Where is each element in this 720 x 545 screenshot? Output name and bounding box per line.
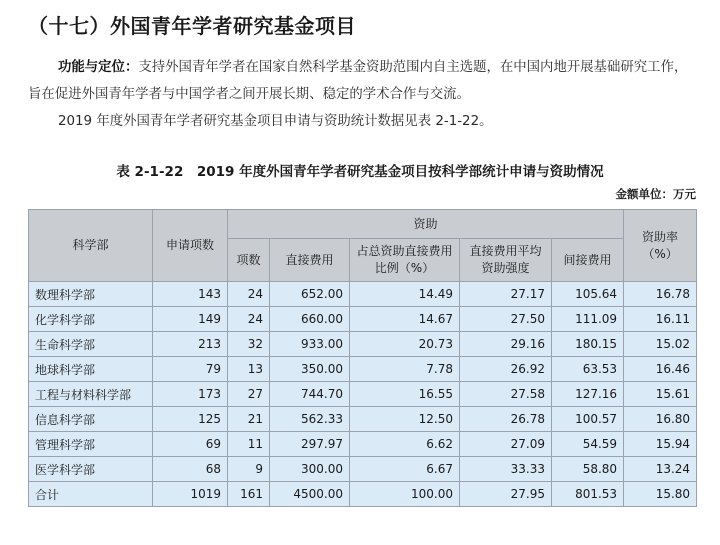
- cell-direct-cost: 350.00: [270, 357, 350, 382]
- table-row: [29, 432, 697, 457]
- cell-ratio: 20.73: [350, 332, 460, 357]
- table-row: [29, 282, 697, 307]
- cell-count: 24: [228, 282, 270, 307]
- statistics-table: [28, 209, 697, 507]
- table-row: [29, 357, 697, 382]
- cell-indirect-cost: 127.16: [552, 382, 624, 407]
- cell-funding-rate: 16.46: [624, 357, 697, 382]
- header-funding-rate: 资助率（%）: [624, 210, 697, 282]
- cell-count: 24: [228, 307, 270, 332]
- header-ratio: 占总资助直接费用比例（%）: [350, 239, 460, 282]
- cell-count: 32: [228, 332, 270, 357]
- cell-applications: 125: [153, 407, 228, 432]
- cell-count: 27: [228, 382, 270, 407]
- cell-direct-cost: 933.00: [270, 332, 350, 357]
- amount-unit-label: 金额单位：万元: [615, 187, 696, 201]
- cell-applications: 173: [153, 382, 228, 407]
- cell-applications: 149: [153, 307, 228, 332]
- cell-ratio: 6.67: [350, 457, 460, 482]
- section-heading: （十七）外国青年学者研究基金项目: [28, 14, 356, 38]
- cell-dept: 医学科学部: [29, 457, 153, 482]
- cell-indirect-cost: 54.59: [552, 432, 624, 457]
- cell-funding-rate: 15.80: [624, 482, 697, 507]
- cell-direct-cost: 562.33: [270, 407, 350, 432]
- header-applications: 申请项数: [153, 210, 228, 282]
- cell-direct-cost: 4500.00: [270, 482, 350, 507]
- cell-funding-rate: 15.61: [624, 382, 697, 407]
- cell-avg-intensity: 26.92: [460, 357, 552, 382]
- cell-funding-rate: 16.11: [624, 307, 697, 332]
- cell-ratio: 14.67: [350, 307, 460, 332]
- cell-indirect-cost: 180.15: [552, 332, 624, 357]
- cell-ratio: 6.62: [350, 432, 460, 457]
- cell-indirect-cost: 801.53: [552, 482, 624, 507]
- cell-avg-intensity: 33.33: [460, 457, 552, 482]
- cell-dept: 数理科学部: [29, 282, 153, 307]
- table-row: [29, 407, 697, 432]
- cell-count: 161: [228, 482, 270, 507]
- cell-applications: 1019: [153, 482, 228, 507]
- header-direct-cost: 直接费用: [270, 239, 350, 282]
- intro-lead: 功能与定位：: [58, 60, 139, 75]
- cell-dept: 生命科学部: [29, 332, 153, 357]
- table-row: [29, 482, 697, 507]
- cell-ratio: 100.00: [350, 482, 460, 507]
- cell-funding-rate: 13.24: [624, 457, 697, 482]
- cell-applications: 68: [153, 457, 228, 482]
- cell-count: 9: [228, 457, 270, 482]
- cell-funding-rate: 15.94: [624, 432, 697, 457]
- cell-applications: 79: [153, 357, 228, 382]
- intro-text: 支持外国青年学者在国家自然科学基金资助范围内自主选题，在中国内地开展基础研究工作，旨在促进外国青年学者与中国学者之间开展长期、稳定的学术合作与交流。: [28, 60, 688, 102]
- cell-ratio: 7.78: [350, 357, 460, 382]
- cell-applications: 69: [153, 432, 228, 457]
- cell-ratio: 16.55: [350, 382, 460, 407]
- cell-avg-intensity: 26.78: [460, 407, 552, 432]
- header-funding-group: 资助: [228, 210, 624, 239]
- cell-avg-intensity: 27.50: [460, 307, 552, 332]
- table-caption: 表 2-1-22 2019 年度外国青年学者研究基金项目按科学部统计申请与资助情况: [116, 164, 604, 180]
- cell-count: 13: [228, 357, 270, 382]
- cell-dept: 工程与材料科学部: [29, 382, 153, 407]
- cell-count: 21: [228, 407, 270, 432]
- cell-funding-rate: 16.78: [624, 282, 697, 307]
- cell-direct-cost: 652.00: [270, 282, 350, 307]
- cell-dept: 合计: [29, 482, 153, 507]
- cell-indirect-cost: 100.57: [552, 407, 624, 432]
- header-avg-intensity: 直接费用平均资助强度: [460, 239, 552, 282]
- cell-indirect-cost: 111.09: [552, 307, 624, 332]
- cell-indirect-cost: 58.80: [552, 457, 624, 482]
- summary-paragraph: 2019 年度外国青年学者研究基金项目申请与资助统计数据见表 2-1-22。: [58, 114, 493, 129]
- cell-applications: 213: [153, 332, 228, 357]
- table-row: [29, 307, 697, 332]
- cell-direct-cost: 300.00: [270, 457, 350, 482]
- cell-direct-cost: 744.70: [270, 382, 350, 407]
- cell-ratio: 14.49: [350, 282, 460, 307]
- table-row: [29, 332, 697, 357]
- cell-indirect-cost: 105.64: [552, 282, 624, 307]
- header-count: 项数: [228, 239, 270, 282]
- cell-dept: 管理科学部: [29, 432, 153, 457]
- cell-funding-rate: 16.80: [624, 407, 697, 432]
- table-row: [29, 457, 697, 482]
- cell-dept: 化学科学部: [29, 307, 153, 332]
- cell-ratio: 12.50: [350, 407, 460, 432]
- cell-applications: 143: [153, 282, 228, 307]
- header-indirect-cost: 间接费用: [552, 239, 624, 282]
- cell-count: 11: [228, 432, 270, 457]
- cell-avg-intensity: 27.95: [460, 482, 552, 507]
- cell-dept: 信息科学部: [29, 407, 153, 432]
- table-row: [29, 382, 697, 407]
- intro-paragraph: [28, 54, 698, 108]
- cell-avg-intensity: 27.09: [460, 432, 552, 457]
- cell-avg-intensity: 29.16: [460, 332, 552, 357]
- cell-indirect-cost: 63.53: [552, 357, 624, 382]
- header-dept: 科学部: [29, 210, 153, 282]
- cell-dept: 地球科学部: [29, 357, 153, 382]
- cell-direct-cost: 660.00: [270, 307, 350, 332]
- cell-avg-intensity: 27.58: [460, 382, 552, 407]
- cell-avg-intensity: 27.17: [460, 282, 552, 307]
- cell-funding-rate: 15.02: [624, 332, 697, 357]
- cell-direct-cost: 297.97: [270, 432, 350, 457]
